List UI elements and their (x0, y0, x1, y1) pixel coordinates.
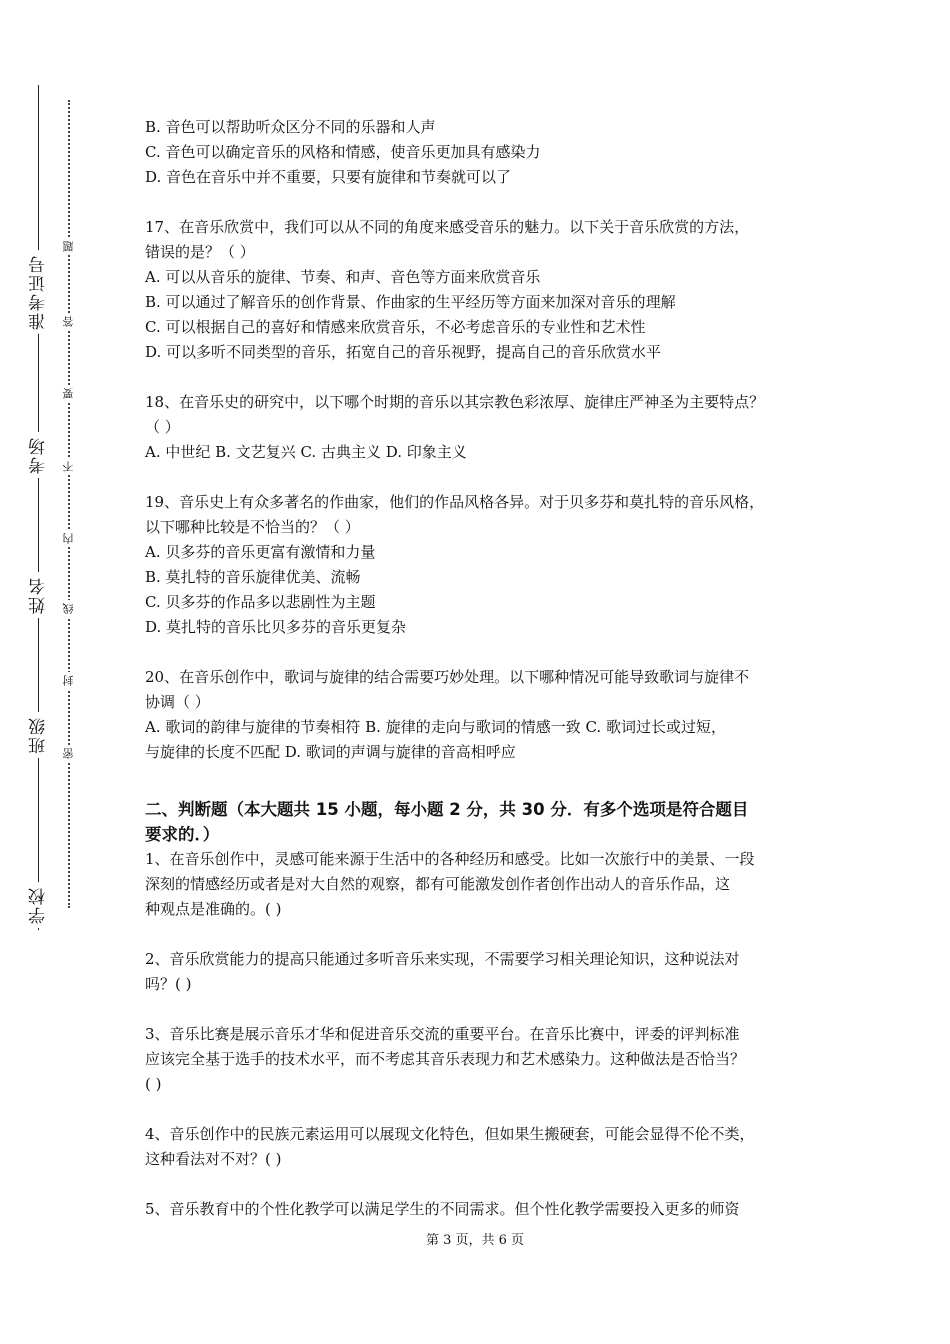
binding-margin (0, 0, 110, 1344)
seal-char: 线 (60, 600, 78, 617)
question-stem: （ ） (145, 418, 180, 436)
seal-char: 答 (60, 313, 78, 330)
page-number: 第 3 页，共 6 页 (425, 1233, 525, 1248)
option-a: A. 可以从音乐的旋律、节奏、和声、音色等方面来欣赏音乐 (145, 268, 541, 286)
seal-dotted-line (68, 100, 70, 908)
question-stem: 19、音乐史上有众多著名的作曲家，他们的作品风格各异。对于贝多芬和莫扎特的音乐风格， (145, 493, 765, 511)
options-inline: 与旋律的长度不匹配 D. 歌词的声调与旋律的音高相呼应 (145, 743, 516, 761)
question-stem: 2、音乐欣赏能力的提高只能通过多听音乐来实现，不需要学习相关理论知识，这种说法对 (145, 950, 740, 968)
student-info-line (38, 85, 39, 930)
judge-question-1 (145, 847, 825, 922)
question-stem: 这种看法对不对？( ) (145, 1150, 282, 1168)
question-stem: 以下哪种比较是不恰当的？（ ） (145, 518, 360, 536)
question-stem: 5、音乐教育中的个性化教学可以满足学生的不同需求。但个性化教学需要投入更多的师资 (145, 1200, 740, 1218)
judge-question-2 (145, 947, 825, 997)
question-20 (145, 665, 825, 765)
seal-char: 题 (60, 238, 78, 255)
question-stem: 协调（ ） (145, 693, 210, 711)
seal-char: 不 (60, 458, 78, 475)
question-stem: 18、在音乐史的研究中，以下哪个时期的音乐以其宗教色彩浓厚、旋律庄严神圣为主要特点？ (145, 393, 765, 411)
question-stem: ( ) (145, 1075, 162, 1093)
exam-content (145, 115, 825, 1222)
seal-char: 密 (60, 745, 78, 762)
option-d: D. 莫扎特的音乐比贝多芬的音乐更复杂 (145, 618, 407, 636)
seal-char: 要 (60, 385, 78, 402)
option-d: D. 音色在音乐中并不重要，只要有旋律和节奏就可以了 (145, 168, 512, 186)
section-title-line: 要求的．） (145, 825, 220, 844)
options-inline: A. 中世纪 B. 文艺复兴 C. 古典主义 D. 印象主义 (145, 443, 467, 461)
school-label: 学校 (24, 882, 54, 928)
option-c: C. 音色可以确定音乐的风格和情感，使音乐更加具有感染力 (145, 143, 541, 161)
option-a: A. 贝多芬的音乐更富有激情和力量 (145, 543, 376, 561)
question-stem: 20、在音乐创作中，歌词与旋律的结合需要巧妙处理。以下哪种情况可能导致歌词与旋律不 (145, 668, 750, 686)
option-d: D. 可以多听不同类型的音乐，拓宽自己的音乐视野，提高自己的音乐欣赏水平 (145, 343, 662, 361)
question-stem: 应该完全基于选手的技术水平，而不考虑其音乐表现力和艺术感染力。这种做法是否恰当？ (145, 1050, 746, 1068)
judge-question-4 (145, 1122, 825, 1172)
option-c: C. 可以根据自己的喜好和情感来欣赏音乐，不必考虑音乐的专业性和艺术性 (145, 318, 646, 336)
question-18 (145, 390, 825, 465)
seal-char: 内 (60, 530, 78, 547)
judge-question-5 (145, 1197, 825, 1222)
student-name-label: 姓名 (24, 572, 54, 618)
exam-number-label: 准考证号 (24, 250, 54, 334)
option-c: C. 贝多芬的作品多以悲剧性为主题 (145, 593, 376, 611)
option-b: B. 音色可以帮助听众区分不同的乐器和人声 (145, 118, 436, 136)
options-inline: A. 歌词的韵律与旋律的节奏相符 B. 旋律的走向与歌词的情感一致 C. 歌词过长或过短， (145, 718, 726, 736)
class-label: 班级 (24, 712, 54, 758)
question-17 (145, 215, 825, 365)
question-stem: 错误的是？（ ） (145, 243, 255, 261)
judge-question-3 (145, 1022, 825, 1097)
question-stem: 种观点是准确的。( ) (145, 900, 282, 918)
question-stem: 17、在音乐欣赏中，我们可以从不同的角度来感受音乐的魅力。以下关于音乐欣赏的方法， (145, 218, 750, 236)
question-stem: 深刻的情感经历或者是对大自然的观察，都有可能激发创作者创作出动人的音乐作品，这 (145, 875, 731, 893)
question-stem: 1、在音乐创作中，灵感可能来源于生活中的各种经历和感受。比如一次旅行中的美景、一段 (145, 850, 755, 868)
section-title-line: 二、判断题（本大题共 15 小题，每小题 2 分，共 30 分．有多个选项是符合题目 (145, 800, 749, 819)
question-19 (145, 490, 825, 640)
option-b: B. 可以通过了解音乐的创作背景、作曲家的生平经历等方面来加深对音乐的理解 (145, 293, 676, 311)
option-b: B. 莫扎特的音乐旋律优美、流畅 (145, 568, 361, 586)
question-stem: 3、音乐比赛是展示音乐才华和促进音乐交流的重要平台。在音乐比赛中，评委的评判标准 (145, 1025, 740, 1043)
seal-char: 封 (60, 672, 78, 689)
question-stem: 4、音乐创作中的民族元素运用可以展现文化特色，但如果生搬硬套，可能会显得不伦不类， (145, 1125, 755, 1143)
section-2-title (145, 797, 825, 847)
question-16-options (145, 115, 825, 190)
question-stem: 吗？( ) (145, 975, 192, 993)
exam-room-label: 考场 (24, 432, 54, 478)
